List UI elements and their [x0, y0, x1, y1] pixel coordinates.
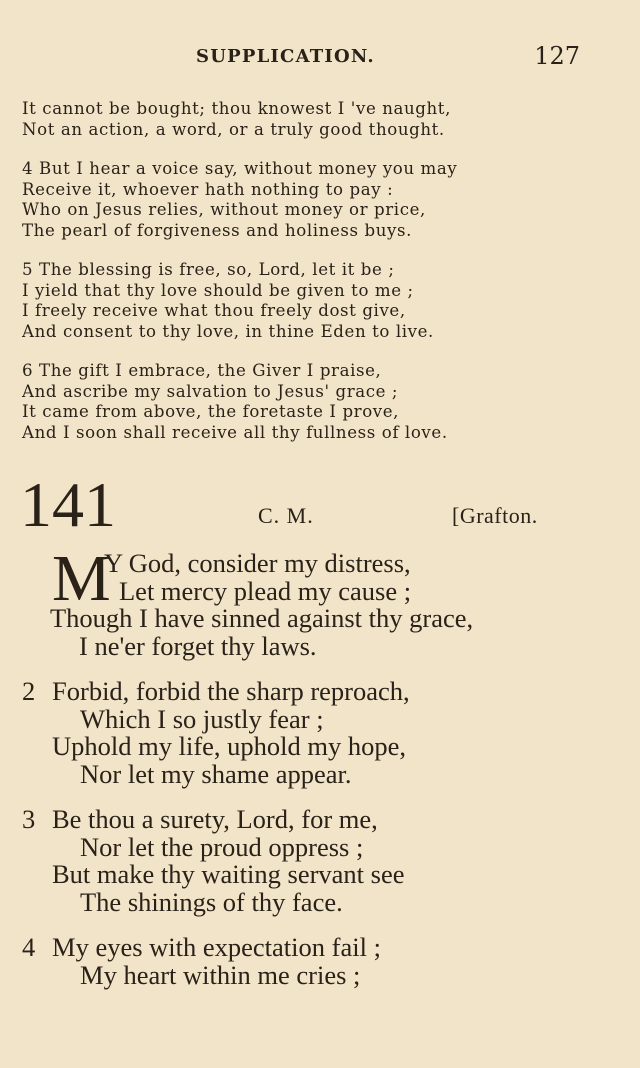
previous-hymn-continuation	[22, 99, 602, 443]
verse-line: Nor let my shame appear.	[80, 758, 352, 789]
verse-line: Nor let the proud oppress ;	[80, 831, 364, 862]
hymn-text	[22, 542, 612, 990]
verse-line: I freely receive what thou freely dost give,	[22, 301, 406, 320]
verse-line: The shinings of thy face.	[80, 886, 343, 917]
verse-line: 3 Be thou a surety, Lord, for me,	[22, 804, 378, 834]
page-number: 127	[534, 42, 580, 70]
verse-line: Y God, consider my distress,	[104, 548, 411, 578]
stanza	[22, 260, 602, 342]
verse-line: 5 The blessing is free, so, Lord, let it be ;	[22, 260, 395, 279]
verse-line: Who on Jesus relies, without money or price,	[22, 200, 426, 219]
stanza	[22, 361, 602, 443]
stanza	[22, 806, 612, 916]
tune-name: [Grafton.	[452, 503, 538, 528]
stanza	[22, 99, 602, 140]
stanza	[22, 542, 612, 661]
verse-line: 2 Forbid, forbid the sharp reproach,	[22, 676, 410, 706]
verse-line: Let mercy plead my cause ;	[119, 575, 412, 606]
stanza	[22, 934, 612, 989]
verse-line: Though I have sinned against thy grace,	[50, 603, 474, 633]
hymn-meter: C. M.	[258, 503, 314, 528]
drop-cap: M	[52, 542, 111, 615]
verse-line: 4 My eyes with expectation fail ;	[22, 932, 381, 962]
verse-line: I ne'er forget thy laws.	[79, 630, 317, 661]
verse-line: But make thy waiting servant see	[52, 859, 405, 889]
verse-line: I yield that thy love should be given to me ;	[22, 280, 414, 300]
verse-line: 6 The gift I embrace, the Giver I praise,	[22, 361, 382, 380]
verse-line: 4 But I hear a voice say, without money you may	[22, 159, 458, 178]
verse-line: And consent to thy love, in thine Eden to live.	[22, 321, 434, 341]
verse-line: Receive it, whoever hath nothing to pay :	[22, 179, 394, 199]
stanza-number: 4	[22, 932, 36, 962]
running-title: SUPPLICATION.	[196, 46, 375, 67]
verse-line: My heart within me cries ;	[80, 959, 361, 990]
stanza-number: 3	[22, 804, 36, 834]
verse-line: And ascribe my salvation to Jesus' grace ;	[22, 381, 399, 401]
verse-line: And I soon shall receive all thy fullness of love.	[22, 422, 448, 442]
verse-line: The pearl of forgiveness and holiness buys.	[22, 220, 412, 240]
verse-line: Not an action, a word, or a truly good thought.	[22, 119, 445, 139]
verse-line: It cannot be bought; thou knowest I 've naught,	[22, 99, 451, 118]
verse-line: Uphold my life, uphold my hope,	[52, 731, 407, 761]
stanza	[22, 678, 612, 788]
stanza-number: 2	[22, 676, 36, 706]
hymn-number: 141	[20, 469, 116, 540]
verse-line: Which I so justly fear ;	[80, 703, 324, 734]
verse-line: It came from above, the foretaste I prove,	[22, 402, 400, 421]
stanza	[22, 159, 602, 241]
